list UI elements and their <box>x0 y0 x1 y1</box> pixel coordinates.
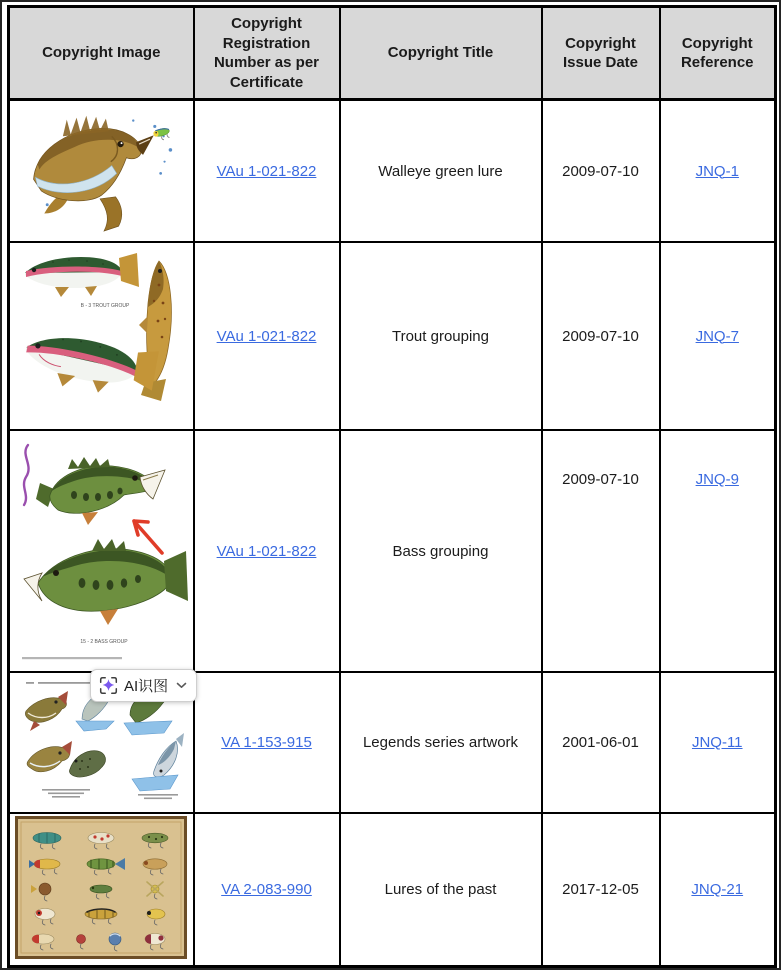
bass-caption: 15 - 2 BASS GROUP <box>80 639 128 645</box>
table-row <box>9 430 776 672</box>
issue-date-cell <box>542 672 660 813</box>
legends-fish-5 <box>132 733 184 791</box>
copyright-title: Legends series artwork <box>362 734 519 751</box>
reference-link[interactable]: JNQ-7 <box>695 327 739 345</box>
legends-fish-1 <box>25 691 68 731</box>
reference-cell <box>660 813 776 967</box>
fineprint-line <box>22 657 122 659</box>
plastic-worm <box>24 445 29 505</box>
trout-grouping-illustration <box>13 245 189 423</box>
image-cell <box>9 430 194 672</box>
title-cell <box>340 813 542 967</box>
title-cell <box>340 100 542 243</box>
reg-number-link[interactable]: VAu 1-021-822 <box>216 162 317 180</box>
reference-link[interactable]: JNQ-1 <box>695 162 739 180</box>
reference-link[interactable]: JNQ-9 <box>695 471 739 488</box>
issue-date: 2009-07-10 <box>562 162 639 180</box>
column-header-regnumber: Copyright Registration Number as per Certificate <box>194 7 340 100</box>
copyright-table <box>7 5 777 968</box>
table-row <box>9 100 776 243</box>
copyright-title: Lures of the past <box>384 881 497 898</box>
table-row <box>9 242 776 430</box>
reg-number-link[interactable]: VA 1-153-915 <box>221 734 312 751</box>
reg-number-link[interactable]: VAu 1-021-822 <box>216 327 317 345</box>
trout-caption: B - 3 TROUT GROUP <box>80 303 130 309</box>
rainbow-trout-top <box>25 253 139 297</box>
reg-number-cell <box>194 672 340 813</box>
reg-number-cell <box>194 100 340 243</box>
reference-cell <box>660 242 776 430</box>
ai-badge-label: AI识图 <box>124 678 169 695</box>
red-arrow-annotation <box>134 521 162 553</box>
image-cell <box>9 242 194 430</box>
column-header-title: Copyright Title <box>340 7 542 100</box>
copyright-title: Walleye green lure <box>378 162 503 180</box>
issue-date: 2009-07-10 <box>562 471 639 488</box>
title-cell <box>340 242 542 430</box>
reg-number-cell <box>194 430 340 672</box>
table-row <box>9 813 776 967</box>
walleye-green-lure-illustration <box>16 103 186 235</box>
ai-scan-sparkle-icon <box>99 676 118 695</box>
reg-number-link[interactable]: VAu 1-021-822 <box>216 542 317 560</box>
column-header-reference: Copyright Reference <box>660 7 776 100</box>
reference-cell <box>660 100 776 243</box>
issue-date: 2001-06-01 <box>562 734 639 751</box>
reference-cell <box>660 430 776 672</box>
image-cell <box>9 813 194 967</box>
issue-date-cell <box>542 813 660 967</box>
bass-upper <box>36 457 165 525</box>
reg-number-cell <box>194 813 340 967</box>
issue-date: 2009-07-10 <box>562 327 639 345</box>
column-header-issuedate: Copyright Issue Date <box>542 7 660 100</box>
bass-grouping-illustration <box>12 433 190 665</box>
reg-number-cell <box>194 242 340 430</box>
legends-fish-4 <box>27 741 105 777</box>
issue-date: 2017-12-05 <box>562 881 639 898</box>
column-header-image: Copyright Image <box>9 7 194 100</box>
issue-date-cell <box>542 100 660 243</box>
vintage-lures-poster <box>15 816 187 959</box>
rainbow-trout-bottom <box>20 322 161 406</box>
copyright-title: Trout grouping <box>391 327 489 345</box>
title-cell <box>340 430 542 672</box>
ai-image-recognition-badge[interactable] <box>90 669 197 702</box>
green-lure <box>153 127 171 142</box>
reg-number-link[interactable]: VA 2-083-990 <box>221 881 312 898</box>
reference-cell <box>660 672 776 813</box>
header-row <box>9 7 776 100</box>
title-cell <box>340 672 542 813</box>
copyright-title: Bass grouping <box>392 542 489 560</box>
issue-date-cell <box>542 430 660 672</box>
chevron-down-icon[interactable] <box>176 682 187 689</box>
reference-link[interactable]: JNQ-21 <box>691 881 744 898</box>
image-cell <box>9 100 194 243</box>
issue-date-cell <box>542 242 660 430</box>
reference-link[interactable]: JNQ-11 <box>691 734 743 751</box>
